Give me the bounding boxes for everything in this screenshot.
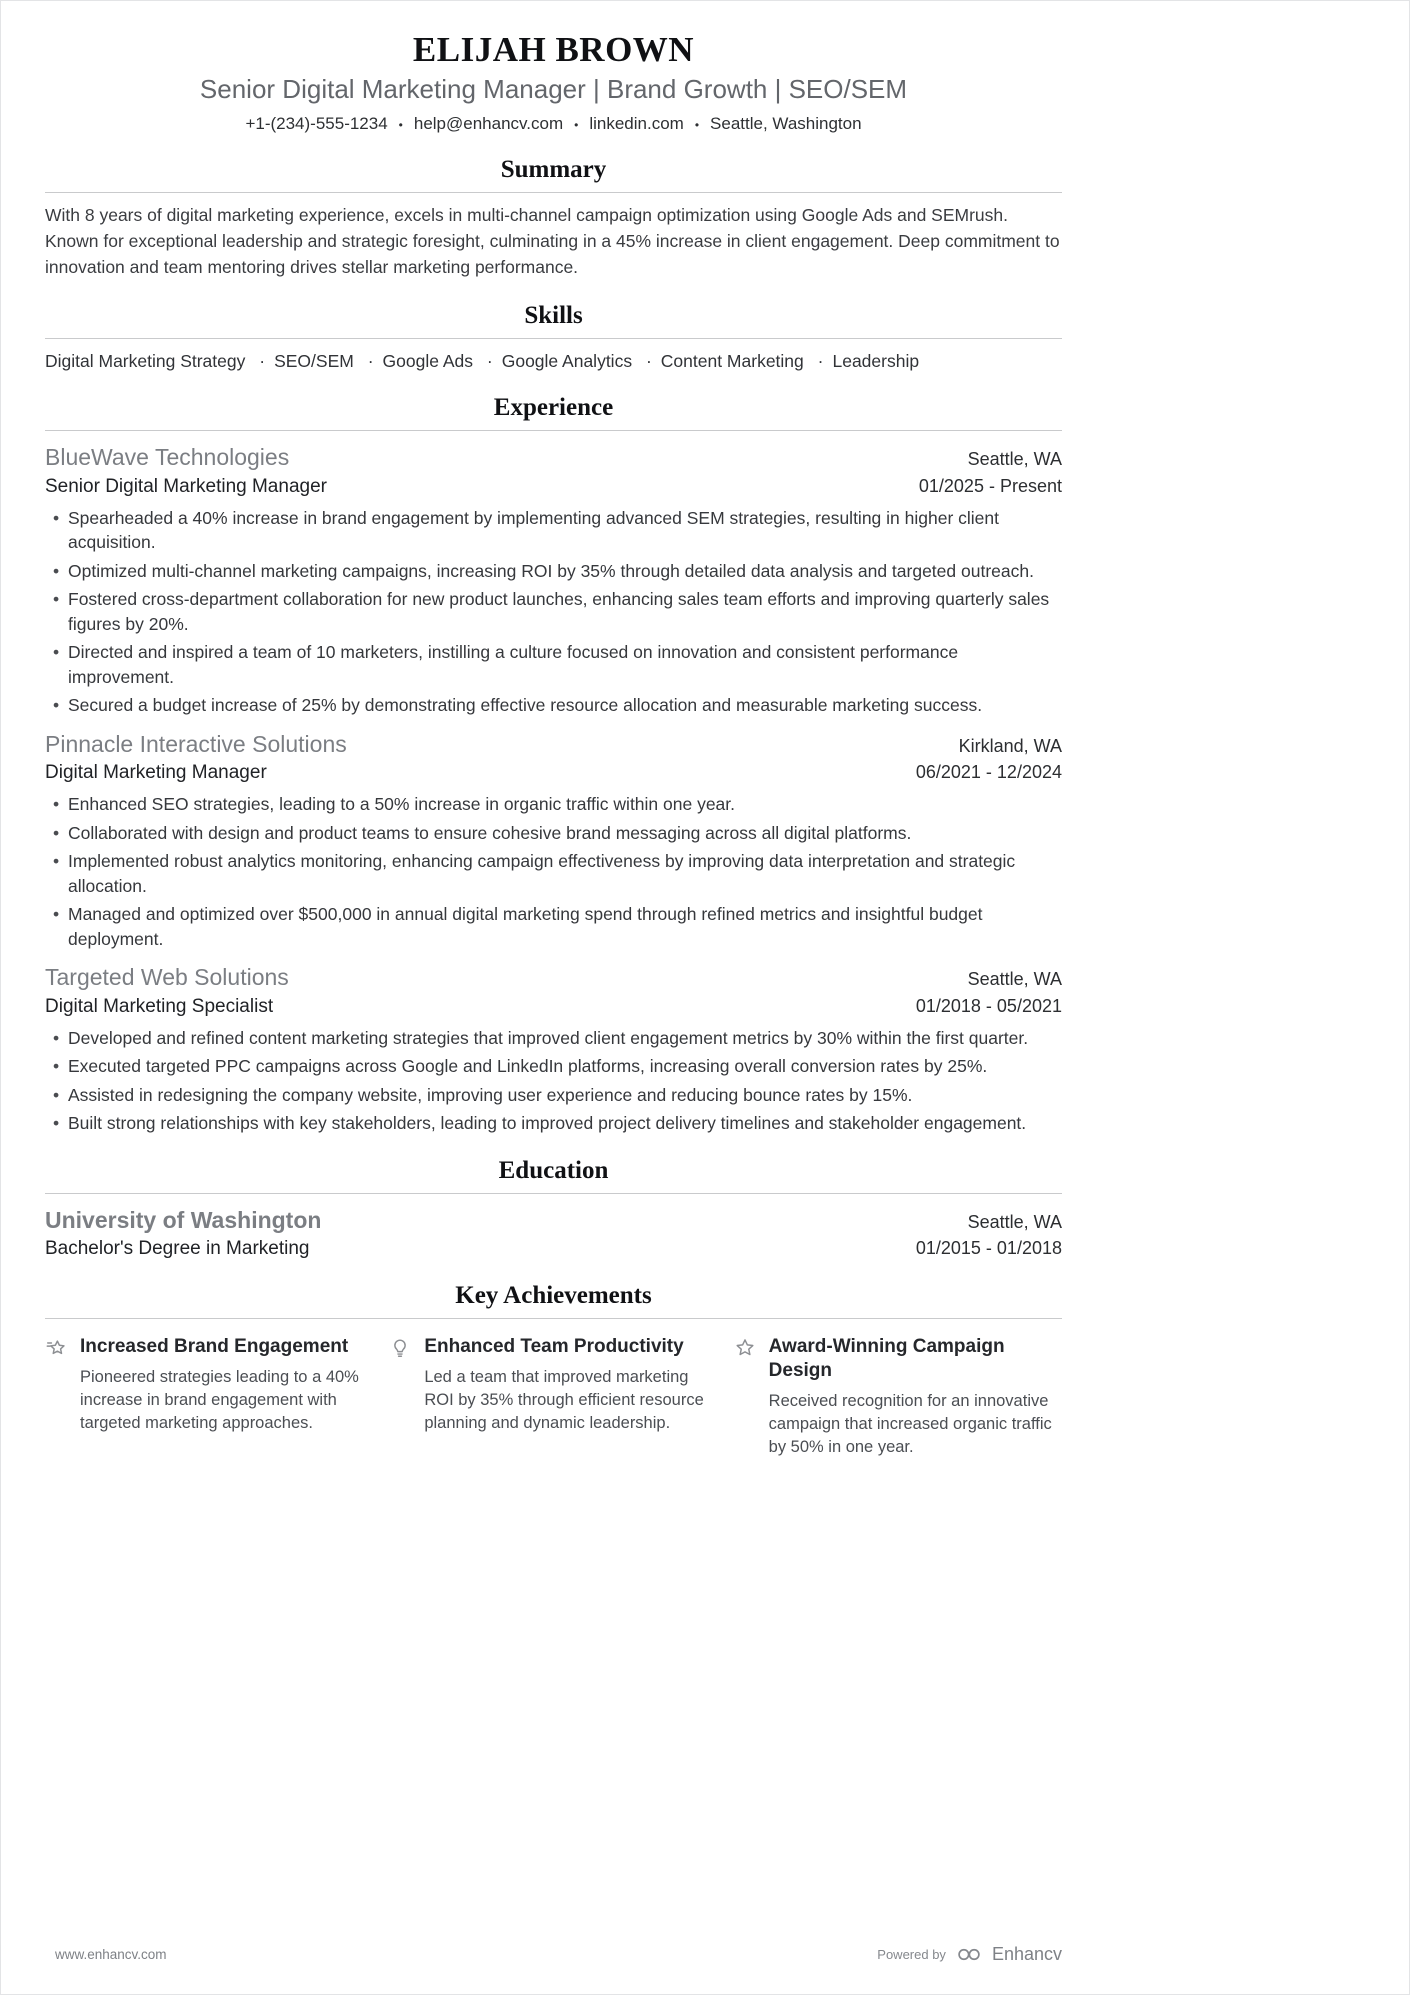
powered-by-label: Powered by xyxy=(877,1947,946,1962)
skills-title: Skills xyxy=(45,301,1062,339)
job-bullet: • Managed and optimized over $500,000 in annual digital marketing spend through refined metrics and insightful budget deployment. xyxy=(45,902,1062,951)
skill-item: · SEO/SEM xyxy=(250,351,354,371)
job-bullet-list xyxy=(45,792,1062,951)
achievement-item xyxy=(734,1335,1062,1459)
skill-item: · Leadership xyxy=(809,351,919,371)
skill-item: · Content Marketing xyxy=(637,351,804,371)
achievement-item xyxy=(45,1335,373,1459)
education-title: Education xyxy=(45,1156,1062,1194)
education-section xyxy=(45,1156,1062,1262)
job-bullet: • Enhanced SEO strategies, leading to a 50% increase in organic traffic within one year. xyxy=(45,792,1062,817)
skill-item: · Google Analytics xyxy=(478,351,632,371)
job-title: Digital Marketing Manager xyxy=(45,762,267,784)
job-bullet: • Spearheaded a 40% increase in brand engagement by implementing advanced SEM strategies, resulting in higher client acquisition. xyxy=(45,506,1062,555)
achievement-title: Award-Winning Campaign Design xyxy=(768,1336,1005,1381)
job-entry xyxy=(45,963,1062,1136)
contact-line xyxy=(45,113,1062,135)
enhancv-logo-icon[interactable] xyxy=(955,1947,983,1962)
skills-list xyxy=(45,349,1062,374)
education-dates: 01/2015 - 01/2018 xyxy=(915,1238,1062,1259)
resume-header xyxy=(45,30,1062,135)
achievement-body xyxy=(80,1335,373,1435)
enhancv-brand-name[interactable]: Enhancv xyxy=(991,1944,1062,1964)
linkedin-link[interactable]: • linkedin.com xyxy=(563,113,684,135)
job-bullet: • Fostered cross-department collaboration for new product launches, enhancing sales team efforts and improving quarterly sales figures by 20%. xyxy=(45,587,1062,636)
powered-by xyxy=(877,1944,1062,1965)
job-title: Senior Digital Marketing Manager xyxy=(45,475,327,497)
site-link[interactable]: www.enhancv.com xyxy=(55,1947,167,1962)
achievement-text: Led a team that improved marketing ROI by 35% through efficient resource planning and dynamic leadership. xyxy=(424,1367,704,1432)
experience-section xyxy=(45,393,1062,1136)
achievements-section xyxy=(45,1281,1062,1459)
achievement-item xyxy=(389,1335,717,1459)
achievement-text: Pioneered strategies leading to a 40% increase in brand engagement with targeted marketing approaches. xyxy=(80,1367,359,1432)
star-badge-icon xyxy=(45,1335,69,1364)
school-location: Seattle, WA xyxy=(967,1211,1062,1232)
company-name: Targeted Web Solutions xyxy=(45,964,289,991)
candidate-name: ELIJAH BROWN xyxy=(412,30,695,69)
achievement-title: Enhanced Team Productivity xyxy=(424,1336,684,1358)
degree-name: Bachelor's Degree in Marketing xyxy=(45,1238,310,1260)
job-dates: 01/2025 - Present xyxy=(918,475,1062,496)
job-entry xyxy=(45,730,1062,952)
achievement-title: Increased Brand Engagement xyxy=(80,1336,349,1358)
achievement-body xyxy=(424,1335,717,1435)
phone-number: +1-(234)-555-1234 xyxy=(245,113,388,133)
skills-section xyxy=(45,301,1062,374)
skill-item: · Google Ads xyxy=(359,351,473,371)
education-entry xyxy=(45,1206,1062,1262)
job-location: Seattle, WA xyxy=(967,449,1062,470)
summary-section xyxy=(45,155,1062,281)
school-name: University of Washington xyxy=(45,1206,322,1233)
achievements-title: Key Achievements xyxy=(45,1281,1062,1319)
achievements-grid xyxy=(45,1335,1062,1459)
achievement-text: Received recognition for an innovative campaign that increased organic traffic by 50% in one year. xyxy=(768,1391,1052,1456)
lightbulb-icon xyxy=(389,1335,413,1364)
job-bullet-list xyxy=(45,1026,1062,1136)
experience-title: Experience xyxy=(45,393,1062,431)
summary-text: With 8 years of digital marketing experience, excels in multi-channel campaign optimization using Google Ads and SEMrush. Known for exceptional leadership and strategic foresight, culminating in a 45% increase in client engagement. Deep commitment to innovation and team mentoring drives stellar marketing performance. xyxy=(45,204,1060,277)
job-location: Kirkland, WA xyxy=(958,735,1062,756)
email-link[interactable]: • help@enhancv.com xyxy=(388,113,563,135)
job-bullet: • Developed and refined content marketing strategies that improved client engagement metrics by 30% within the first quarter. xyxy=(45,1026,1062,1051)
job-bullet: • Optimized multi-channel marketing campaigns, increasing ROI by 35% through detailed data analysis and targeted outreach. xyxy=(45,559,1062,584)
skill-item: Digital Marketing Strategy xyxy=(45,350,246,371)
job-dates: 01/2018 - 05/2021 xyxy=(915,995,1062,1016)
summary-title: Summary xyxy=(45,155,1062,193)
job-bullet: • Secured a budget increase of 25% by demonstrating effective resource allocation and measurable marketing success. xyxy=(45,693,1062,718)
achievement-body xyxy=(769,1335,1062,1459)
company-name: Pinnacle Interactive Solutions xyxy=(45,730,347,757)
company-name: BlueWave Technologies xyxy=(45,444,290,471)
job-title: Digital Marketing Specialist xyxy=(45,995,274,1017)
job-entry xyxy=(45,443,1062,718)
job-bullet: • Directed and inspired a team of 10 marketers, instilling a culture focused on innovation and consistent performance improvement. xyxy=(45,640,1062,689)
job-bullet-list xyxy=(45,506,1062,718)
job-bullet: • Collaborated with design and product teams to ensure cohesive brand messaging across all digital platforms. xyxy=(45,821,1062,846)
job-bullet: • Executed targeted PPC campaigns across Google and LinkedIn platforms, increasing overall conversion rates by 25%. xyxy=(45,1054,1062,1079)
job-bullet: • Built strong relationships with key stakeholders, leading to improved project delivery timelines and stakeholder engagement. xyxy=(45,1111,1062,1136)
candidate-location: • Seattle, Washington xyxy=(684,113,862,135)
star-outline-icon xyxy=(734,1335,758,1364)
job-bullet: • Implemented robust analytics monitoring, enhancing campaign effectiveness by improving data interpretation and strategic allocation. xyxy=(45,849,1062,898)
job-bullet: • Assisted in redesigning the company website, improving user experience and reducing bounce rates by 15%. xyxy=(45,1083,1062,1108)
job-location: Seattle, WA xyxy=(967,969,1062,990)
page-footer xyxy=(55,1944,1062,1965)
job-dates: 06/2021 - 12/2024 xyxy=(915,762,1062,783)
resume-content xyxy=(45,0,1062,1459)
candidate-headline: Senior Digital Marketing Manager | Brand Growth | SEO/SEM xyxy=(199,74,908,105)
